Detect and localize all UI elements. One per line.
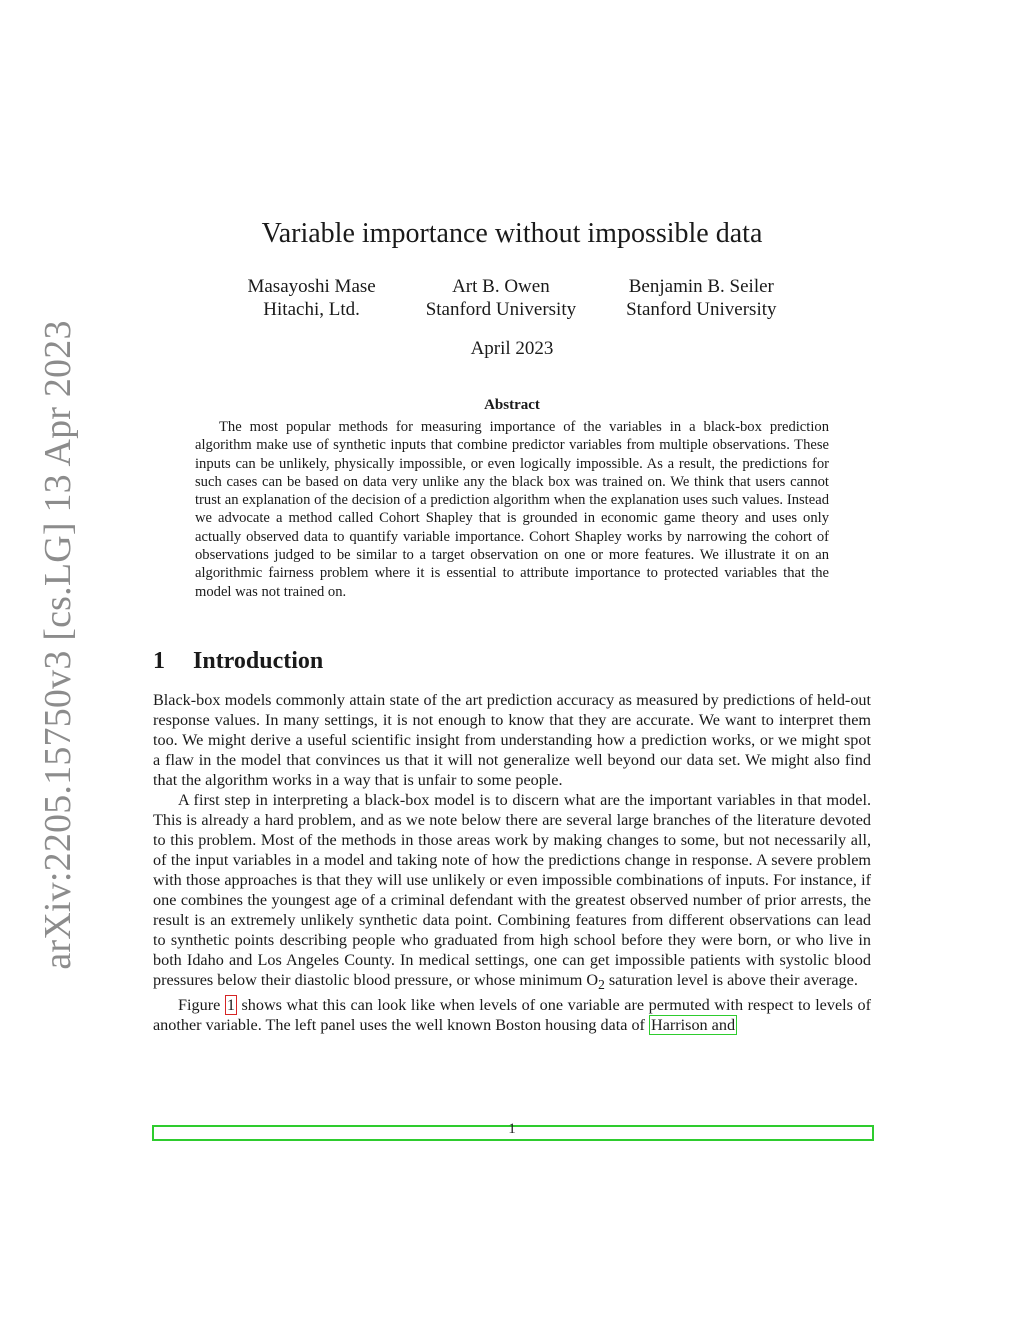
paragraph [153,995,871,1035]
arxiv-identifier-stamp: arXiv:2205.15750v3 [cs.LG] 13 Apr 2023 [37,320,79,970]
author-3 [626,275,776,321]
paragraph: Black-box models commonly attain state of the art prediction accuracy as measured by predictions of held-out response values. In many settings, it is not enough to know that they are accurate. We want to interpret them too. We might derive a useful scientific insight from understanding how a prediction works, or we might spot a flaw in the model that convinces us that it will not generalize well beyond our data set. We might also find that the algorithm works in a way that is unfair to some people. [153,691,871,789]
paragraph-text: A first step in interpreting a black-box model is to discern what are the important variables in that model. This is already a hard problem, and as we note below there are several large branches of the literature devoted to this problem. Most of the methods in those areas work by making changes to some, but not necessarily all, of the input variables in a model and taking note of how the predictions change in response. A severe problem with those approaches is that they will use unlikely or even impossible combinations of inputs. For instance, if one combines the youngest age of a criminal defendant with the greatest observed number of prior arrests, the result is an extremely unlikely synthetic data point. Combining features from different observations can lead to synthetic points describing people who graduated from high school before they were born, or who live in both Idaho and Los Angeles County. In medical settings, one can get impossible patients with systolic blood pressures below their diastolic blood pressure, or whose minimum O [153,791,871,989]
citation-link[interactable]: Harrison and [651,1016,736,1035]
author-block [0,275,1024,321]
author-name: Art B. Owen [452,276,550,297]
paragraph-text: Figure [178,996,225,1015]
author-affiliation: Hitachi, Ltd. [263,299,360,320]
abstract-text: The most popular methods for measuring importance of the variables in a black-box prediction algorithm make use of synthetic inputs that combine predictor variables from multiple observations. These inputs can be unlikely, physically impossible, or even logically impossible. As a result, the predictions for such cases can be based on data very unlike any the black box was trained on. We think that users cannot trust an explanation of the decision of a prediction algorithm when the explanation uses such values. Instead we advocate a method called Cohort Shapley that is grounded in economic game theory and uses only actually observed data to quantify variable importance. Cohort Shapley works by narrowing the cohort of observations judged to be similar to a target observation on one or more features. We illustrate it on an algorithmic fairness problem where it is essential to attribute importance to protected variables that the model was not trained on. [195,419,829,600]
paragraph [153,790,871,995]
introduction-body [153,690,871,1035]
paper-title: Variable importance without impossible data [261,218,763,249]
paragraph-text: saturation level is above their average. [604,971,858,989]
section-heading [153,648,323,675]
author-name: Masayoshi Mase [247,276,376,297]
author-2 [426,275,576,321]
author-name: Benjamin B. Seiler [628,276,774,297]
author-affiliation: Stanford University [425,299,577,320]
author-affiliation: Stanford University [626,299,777,320]
section-number: 1 [153,648,165,674]
publication-date: April 2023 [470,338,554,359]
page-number: 1 [508,1121,516,1137]
figure-reference-link[interactable]: 1 [226,996,235,1015]
abstract-heading: Abstract [484,397,540,413]
paragraph-text: shows what this can look like when levels of one variable are permuted with respect to levels of another variable. The left panel uses the well known Boston housing data of [153,996,871,1035]
section-title: Introduction [193,648,324,674]
subscript: 2 [598,977,605,993]
author-1 [247,275,375,321]
